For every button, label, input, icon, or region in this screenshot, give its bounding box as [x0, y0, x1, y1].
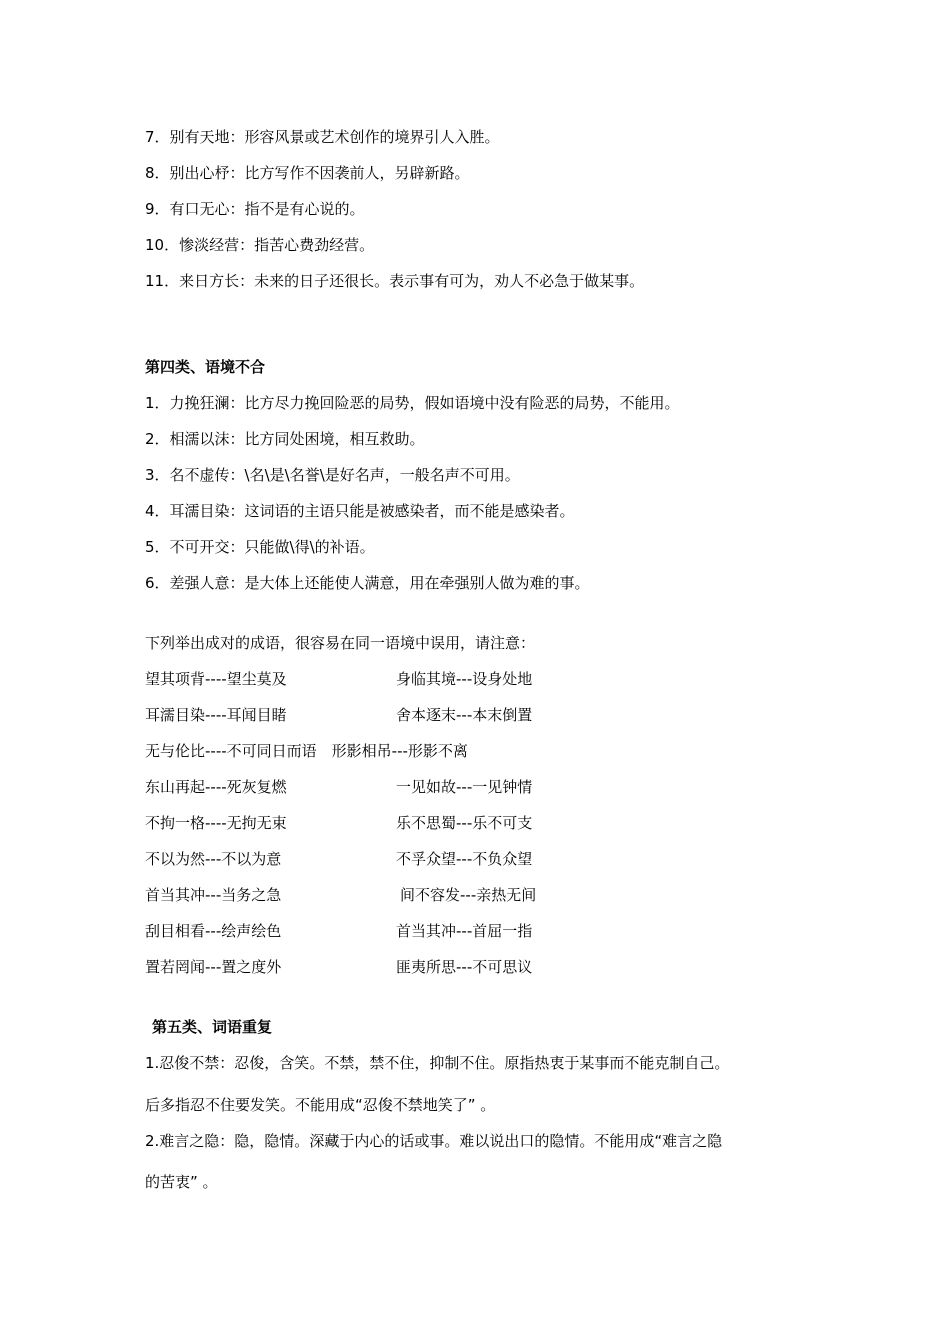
pair-left: 望其项背----望尘莫及 — [145, 670, 287, 688]
pair-right: 一见如故---一见钟情 — [396, 778, 533, 796]
section-heading: 第五类、词语重复 — [152, 1018, 273, 1036]
pair-right: 不孚众望---不负众望 — [396, 850, 533, 868]
list-item: 2．相濡以沫：比方同处困境，相互救助。 — [145, 430, 425, 448]
pair-right: 乐不思蜀---乐不可支 — [396, 814, 533, 832]
paragraph-line: 的苦衷” 。 — [145, 1173, 218, 1191]
list-item: 5．不可开交：只能做\得\的补语。 — [145, 538, 375, 556]
list-item: 3．名不虚传：\名\是\名誉\是好名声，一般名声不可用。 — [145, 466, 520, 484]
pair-left: 耳濡目染----耳闻目睹 — [145, 706, 287, 724]
pair-left: 不拘一格----无拘无束 — [145, 814, 287, 832]
list-item: 10．惨淡经营：指苦心费劲经营。 — [145, 236, 375, 254]
list-item: 11．来日方长：未来的日子还很长。表示事有可为，劝人不必急于做某事。 — [145, 272, 645, 290]
pair-right: 首当其冲---首屈一指 — [396, 922, 533, 940]
pair-left: 无与伦比----不可同日而语 形影相吊---形影不离 — [145, 742, 468, 760]
list-item: 6．差强人意：是大体上还能使人满意，用在牵强别人做为难的事。 — [145, 574, 590, 592]
list-item: 4．耳濡目染：这词语的主语只能是被感染者，而不能是感染者。 — [145, 502, 575, 520]
list-item: 7．别有天地：形容风景或艺术创作的境界引人入胜。 — [145, 128, 500, 146]
paragraph-line: 2.难言之隐：隐，隐情。深藏于内心的话或事。难以说出口的隐情。不能用成“难言之隐 — [145, 1132, 723, 1150]
pair-left: 东山再起----死灰复燃 — [145, 778, 287, 796]
pair-right: 舍本逐末---本末倒置 — [396, 706, 533, 724]
pair-right: 匪夷所思---不可思议 — [396, 958, 533, 976]
pair-left: 不以为然---不以为意 — [145, 850, 282, 868]
pair-right: 间不容发---亲热无间 — [400, 886, 537, 904]
section-heading: 第四类、语境不合 — [145, 358, 266, 376]
pairs-intro: 下列举出成对的成语，很容易在同一语境中误用，请注意： — [145, 634, 536, 652]
pair-left: 首当其冲---当务之急 — [145, 886, 282, 904]
paragraph-line: 1.忍俊不禁：忍俊，含笑。不禁，禁不住，抑制不住。原指热衷于某事而不能克制自己。 — [145, 1054, 730, 1072]
paragraph-line: 后多指忍不住要发笑。不能用成“忍俊不禁地笑了” 。 — [145, 1096, 496, 1114]
list-item: 1．力挽狂澜：比方尽力挽回险恶的局势，假如语境中没有险恶的局势，不能用。 — [145, 394, 680, 412]
pair-right: 身临其境---设身处地 — [396, 670, 533, 688]
list-item: 8．别出心杼：比方写作不因袭前人，另辟新路。 — [145, 164, 470, 182]
pair-left: 置若罔闻---置之度外 — [145, 958, 282, 976]
list-item: 9．有口无心：指不是有心说的。 — [145, 200, 365, 218]
pair-left: 刮目相看---绘声绘色 — [145, 922, 282, 940]
